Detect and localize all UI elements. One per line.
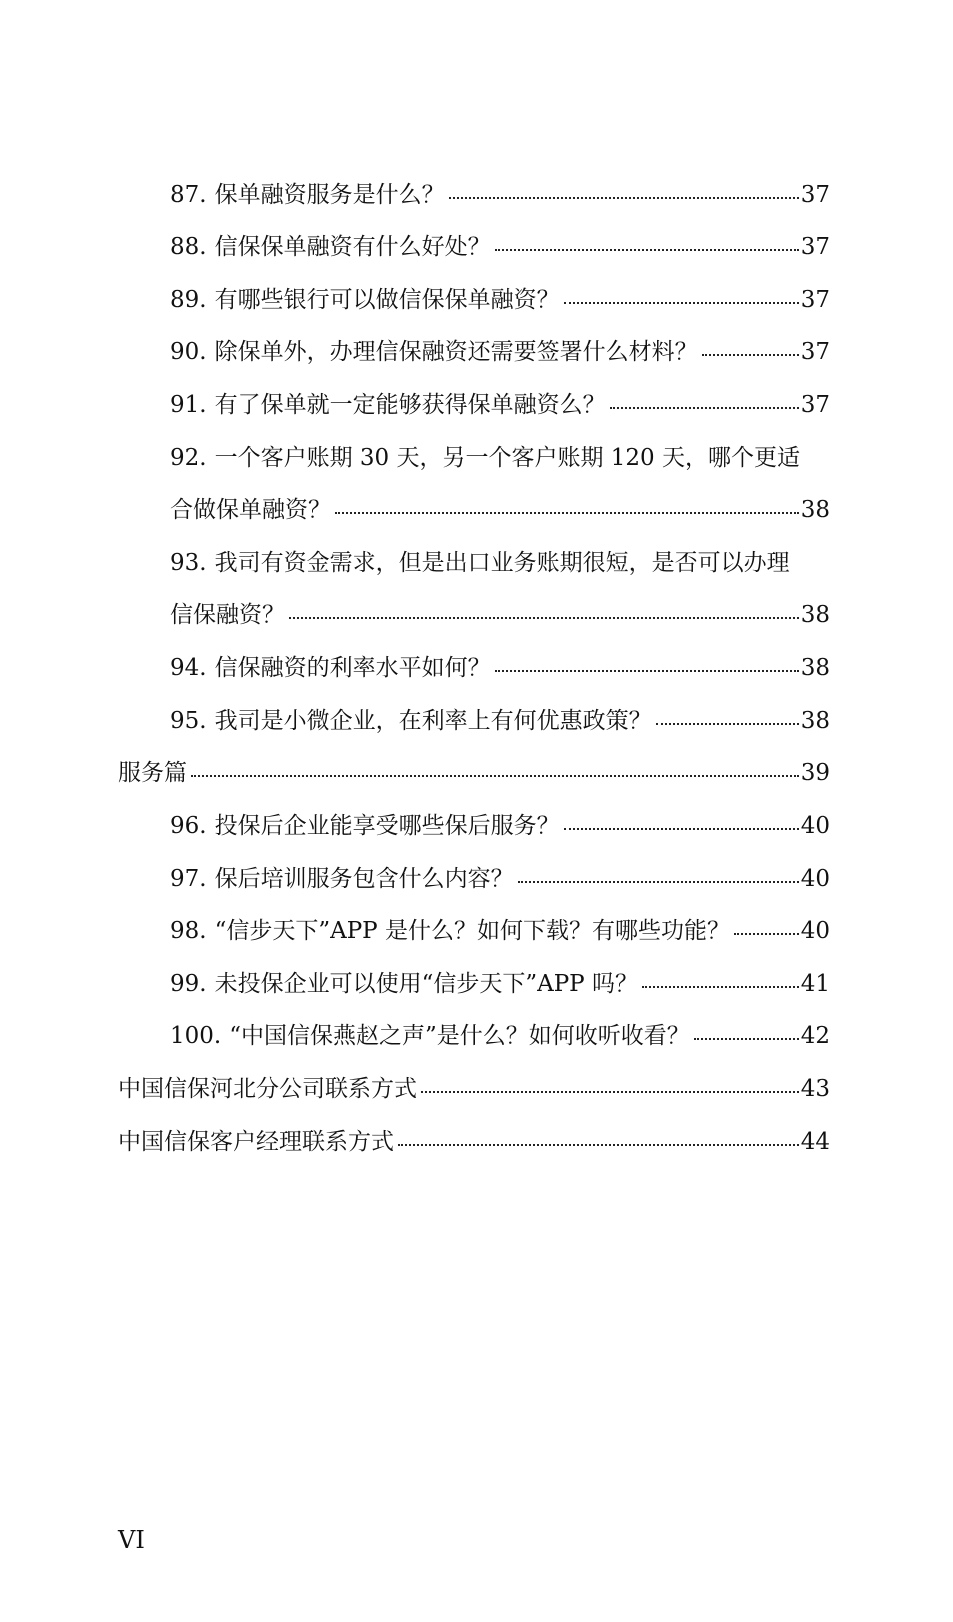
dot-leader [289, 617, 799, 619]
entry-page-number: 40 [800, 813, 830, 839]
dot-leader [335, 512, 799, 514]
entry-title-continued: 信保融资？ [170, 602, 285, 628]
entry-title: 我司有资金需求，但是出口业务账期很短，是否可以办理 [214, 550, 790, 576]
toc-entry-96[interactable] [170, 811, 830, 841]
toc-entry-94[interactable] [170, 653, 830, 683]
entry-number: 93. [170, 550, 207, 576]
entry-title: 信保融资的利率水平如何？ [214, 655, 491, 681]
entry-title: 信保保单融资有什么好处？ [214, 234, 491, 260]
entry-page-number: 37 [800, 392, 830, 418]
entry-page-number: 40 [800, 918, 830, 944]
page-number-footer: VI [118, 1526, 145, 1554]
entry-number: 100. [170, 1023, 222, 1049]
section-page-number: 39 [800, 760, 830, 786]
dot-leader [191, 775, 799, 777]
entry-number: 92. [170, 445, 207, 471]
entry-title: “信步天下”APP 是什么？如何下载？有哪些功能？ [214, 918, 730, 944]
entry-page-number: 37 [800, 234, 830, 260]
toc-section-manager-contact[interactable] [118, 1127, 830, 1157]
entry-title: 除保单外，办理信保融资还需要签署什么材料？ [214, 339, 698, 365]
entry-title: 我司是小微企业，在利率上有何优惠政策？ [214, 708, 652, 734]
section-page-number: 43 [800, 1076, 830, 1102]
entry-number: 95. [170, 708, 207, 734]
dot-leader [449, 197, 799, 199]
entry-page-number: 40 [800, 866, 830, 892]
entry-page-number: 37 [800, 182, 830, 208]
dot-leader [656, 723, 799, 725]
entry-number: 98. [170, 918, 207, 944]
dot-leader [702, 354, 799, 356]
entry-title: “中国信保燕赵之声”是什么？如何收听收看？ [229, 1023, 690, 1049]
entry-number: 99. [170, 971, 207, 997]
entry-page-number: 38 [800, 655, 830, 681]
dot-leader [694, 1038, 799, 1040]
section-title: 中国信保河北分公司联系方式 [118, 1076, 417, 1102]
entry-page-number: 38 [800, 602, 830, 628]
entry-number: 96. [170, 813, 207, 839]
section-title: 服务篇 [118, 760, 187, 786]
entry-title: 保后培训服务包含什么内容？ [214, 866, 514, 892]
toc-entry-100[interactable] [170, 1021, 830, 1051]
toc-entry-91[interactable] [170, 390, 830, 420]
entry-title: 保单融资服务是什么？ [214, 182, 445, 208]
entry-title: 有了保单就一定能够获得保单融资么？ [214, 392, 606, 418]
entry-number: 91. [170, 392, 207, 418]
entry-title: 有哪些银行可以做信保保单融资？ [214, 287, 560, 313]
entry-title: 未投保企业可以使用“信步天下”APP 吗？ [214, 971, 638, 997]
dot-leader [495, 670, 799, 672]
dot-leader [642, 986, 799, 988]
toc-entry-99[interactable] [170, 969, 830, 999]
toc-entry-97[interactable] [170, 864, 830, 894]
toc-entry-89[interactable] [170, 285, 830, 315]
dot-leader [610, 407, 799, 409]
toc-entry-93-continued[interactable] [170, 600, 830, 630]
section-title: 中国信保客户经理联系方式 [118, 1129, 394, 1155]
entry-title-continued: 合做保单融资？ [170, 497, 331, 523]
entry-page-number: 37 [800, 339, 830, 365]
dot-leader [564, 302, 799, 304]
toc-entry-92-continued[interactable] [170, 495, 830, 525]
dot-leader [734, 933, 799, 935]
entry-number: 88. [170, 234, 207, 260]
entry-number: 94. [170, 655, 207, 681]
dot-leader [564, 828, 799, 830]
section-page-number: 44 [800, 1129, 830, 1155]
entry-page-number: 42 [800, 1023, 830, 1049]
entry-title: 一个客户账期 30 天，另一个客户账期 120 天，哪个更适 [214, 445, 800, 471]
entry-number: 90. [170, 339, 207, 365]
toc-section-hebei-contact[interactable] [118, 1074, 830, 1104]
entry-page-number: 37 [800, 287, 830, 313]
toc-section-service[interactable] [118, 758, 830, 788]
entry-number: 97. [170, 866, 207, 892]
entry-number: 87. [170, 182, 207, 208]
entry-number: 89. [170, 287, 207, 313]
entry-page-number: 38 [800, 497, 830, 523]
entry-title: 投保后企业能享受哪些保后服务？ [214, 813, 560, 839]
toc-entry-87[interactable] [170, 180, 830, 210]
entry-page-number: 38 [800, 708, 830, 734]
dot-leader [398, 1144, 799, 1146]
toc-entry-92[interactable] [170, 443, 830, 473]
dot-leader [518, 881, 799, 883]
toc-entry-93[interactable] [170, 548, 830, 578]
toc-entry-90[interactable] [170, 337, 830, 367]
entry-page-number: 41 [800, 971, 830, 997]
dot-leader [421, 1091, 799, 1093]
toc-entry-88[interactable] [170, 232, 830, 262]
toc-entry-98[interactable] [170, 916, 830, 946]
dot-leader [495, 249, 799, 251]
toc-entry-95[interactable] [170, 706, 830, 736]
